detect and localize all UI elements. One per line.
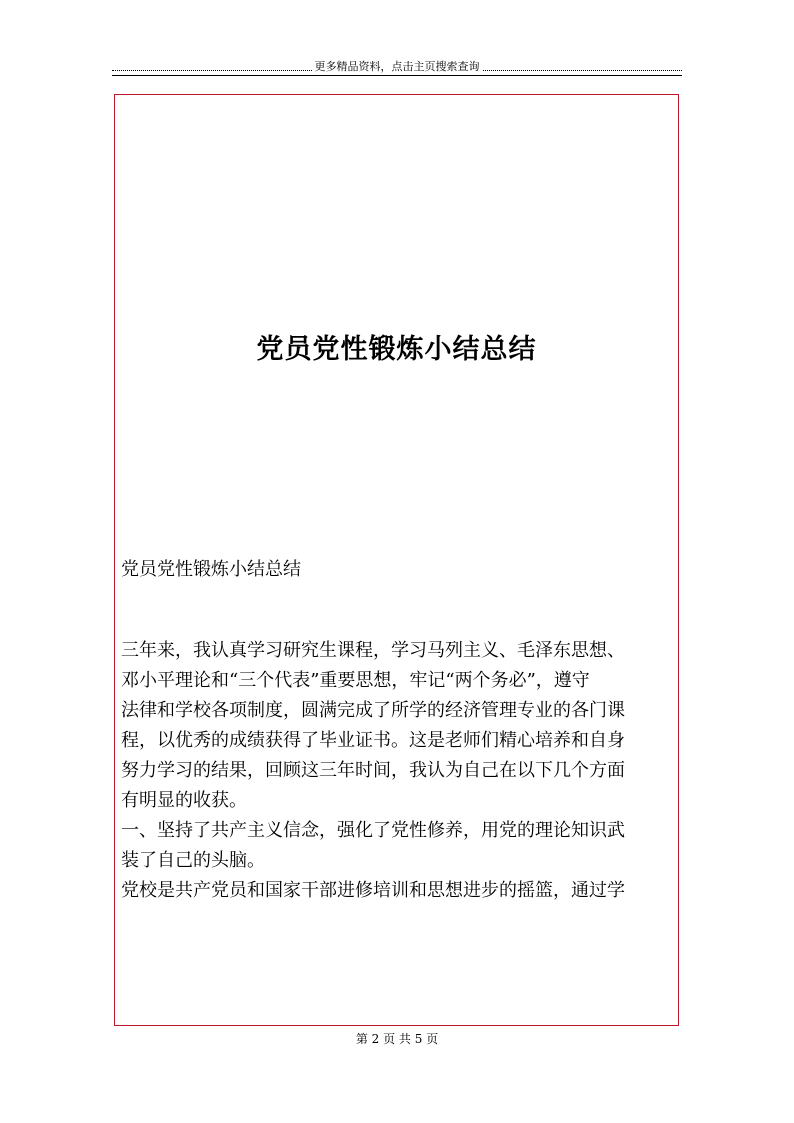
body-line: 装了自己的头脑。 [121, 850, 265, 871]
body-line: 三年来，我认真学习研究生课程，学习马列主义、毛泽东思想、 [121, 640, 625, 661]
body-line: 党校是共产党员和国家干部进修培训和思想进步的摇篮，通过学 [121, 880, 625, 901]
header-link-text[interactable]: 更多精品资料，点击主页搜索查询 [314, 60, 480, 73]
body-line: 邓小平理论和“三个代表”重要思想，牢记“两个务必”，遵守 [121, 670, 590, 691]
header-caption [112, 60, 682, 74]
body-line: 一、坚持了共产主义信念，强化了党性修养，用党的理论知识武 [121, 820, 625, 841]
page-footer [0, 1031, 794, 1047]
page-header [112, 60, 682, 74]
document-title: 党员党性锻炼小结总结 [256, 334, 537, 365]
body-line: 有明显的收获。 [121, 790, 247, 811]
document-body [121, 636, 681, 906]
page-number: 第 2 页 共 5 页 [355, 1032, 439, 1046]
body-line: 法律和学校各项制度，圆满完成了所学的经济管理专业的各门课 [121, 700, 625, 721]
body-line: 程，以优秀的成绩获得了毕业证书。这是老师们精心培养和自身 [121, 730, 625, 751]
document-subtitle: 党员党性锻炼小结总结 [121, 559, 301, 580]
body-line: 努力学习的结果，回顾这三年时间，我认为自己在以下几个方面 [121, 760, 625, 781]
header-rule [112, 75, 682, 76]
